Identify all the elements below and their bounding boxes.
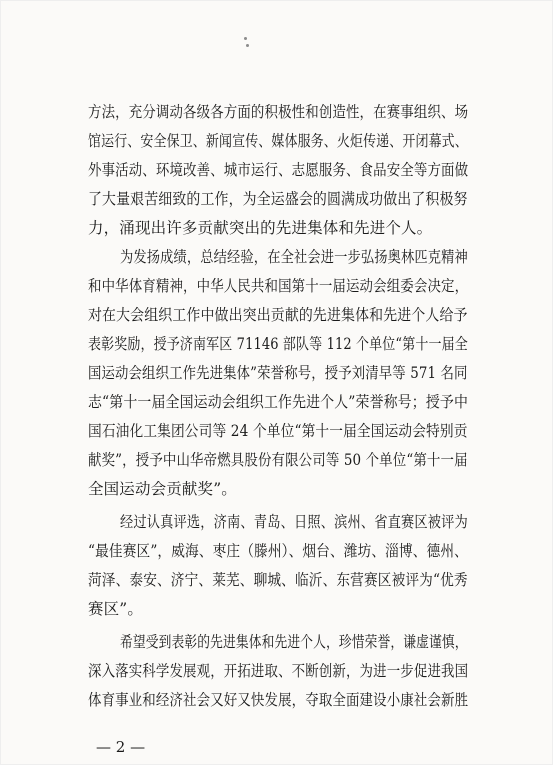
text-line: 了大量艰苦细致的工作，为全运盛会的圆满成功做出了积极努: [88, 190, 468, 208]
text-line: 深入落实科学发展观，开拓进取、不断创新，为进一步促进我国: [88, 662, 469, 680]
text-line: 对在大会组织工作中做出突出贡献的先进集体和先进个人给予: [88, 306, 468, 324]
text-line: 力，涌现出许多贡献突出的先进集体和先进个人。: [88, 219, 433, 237]
text-line: 献奖”，授予中山华帝燃具股份有限公司等 50 个单位“第十一届: [88, 451, 468, 469]
text-line: 方法，充分调动各级各方面的积极性和创造性，在赛事组织、场: [88, 103, 469, 121]
text-line: 志“第十一届全国运动会组织工作先进个人”荣誉称号；授予中: [88, 393, 469, 411]
text-line: 赛区”。: [88, 600, 144, 618]
text-line: 和中华体育精神，中华人民共和国第十一届运动会组委会决定，: [88, 277, 469, 295]
text-line: 表彰奖励，授予济南军区 71146 部队等 112 个单位“第十一届全: [88, 335, 468, 353]
paragraph-first-line: 经过认真评选，济南、青岛、日照、滨州、省直赛区被评为: [120, 513, 468, 531]
paragraph-first-line: 希望受到表彰的先进集体和先进个人，珍惜荣誉，谦虚谨慎，: [120, 633, 468, 651]
text-line: 国石油化工集团公司等 24 个单位“第十一届全国运动会特别贡: [88, 422, 468, 440]
text-line: 全国运动会贡献奖”。: [88, 480, 237, 498]
text-line: 菏泽、泰安、济宁、莱芜、聊城、临沂、东营赛区被评为“优秀: [88, 571, 468, 589]
text-line: 国运动会组织工作先进集体”荣誉称号，授予刘清早等 571 名同: [88, 364, 468, 382]
scan-speck: [244, 37, 247, 40]
scan-speck: [246, 44, 249, 47]
text-line: 体育事业和经济社会又好又快发展，夺取全面建设小康社会新胜: [88, 691, 469, 709]
paragraph-first-line: 为发扬成绩，总结经验，在全社会进一步弘扬奥林匹克精神: [120, 248, 468, 266]
text-line: 外事活动、环境改善、城市运行、志愿服务、食品安全等方面做: [88, 161, 469, 179]
text-line: 馆运行、安全保卫、新闻宣传、媒体服务、火炬传递、开闭幕式、: [88, 132, 468, 150]
text-line: “最佳赛区”，威海、枣庄（滕州）、烟台、潍坊、淄博、德州、: [88, 542, 468, 560]
page-number: — 2 —: [96, 738, 146, 756]
